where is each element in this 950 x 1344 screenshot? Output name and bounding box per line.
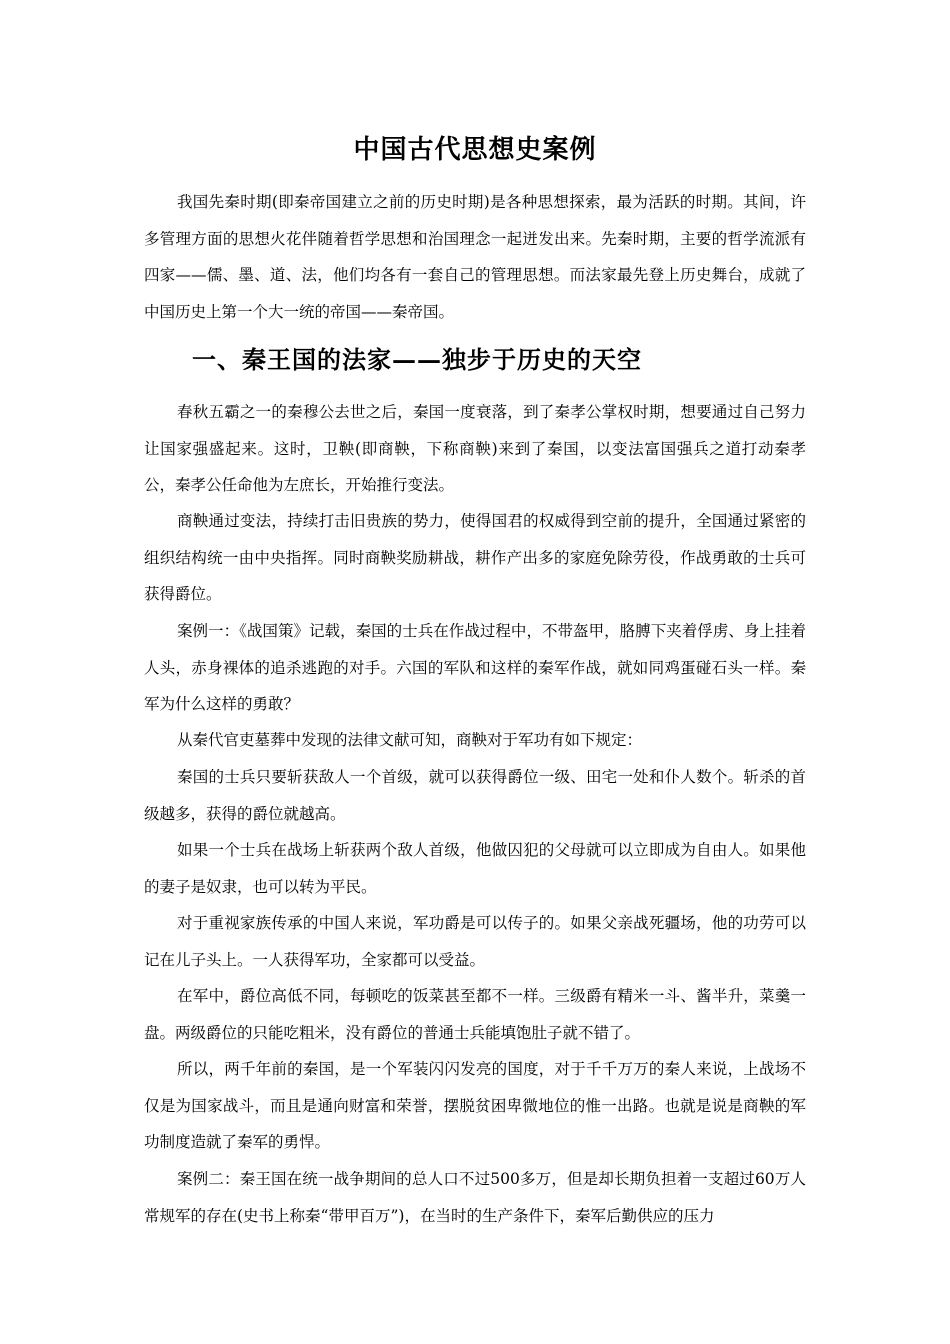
- body-paragraph: 案例二：秦王国在统一战争期间的总人口不过500多万，但是却长期负担着一支超过60万人常规军的存在(史书上称秦“带甲百万”)，在当时的生产条件下，秦军后勤供应的压力: [144, 1170, 806, 1225]
- body-paragraph: 案例一：《战国策》记载，秦国的士兵在作战过程中，不带盔甲，胳膊下夹着俘虏、身上挂着人头，赤身裸体的追杀逃跑的对手。六国的军队和这样的秦军作战，就如同鸡蛋碰石头一样。秦军为什么这样的勇敢？: [144, 622, 806, 714]
- body-paragraph: 所以，两千年前的秦国，是一个军装闪闪发亮的国度，对于千千万万的秦人来说，上战场不仅是为国家战斗，而且是通向财富和荣誉，摆脱贫困卑微地位的惟一出路。也就是说是商鞅的军功制度造就了秦军的勇悍。: [144, 1060, 806, 1152]
- body-paragraph: 如果一个士兵在战场上斩获两个敌人首级，他做囚犯的父母就可以立即成为自由人。如果他的妻子是奴隶，也可以转为平民。: [144, 841, 806, 896]
- body-paragraph: 秦国的士兵只要斩获敌人一个首级，就可以获得爵位一级、田宅一处和仆人数个。斩杀的首级越多，获得的爵位就越高。: [144, 768, 806, 823]
- body-paragraph: 商鞅通过变法，持续打击旧贵族的势力，使得国君的权威得到空前的提升，全国通过紧密的组织结构统一由中央指挥。同时商鞅奖励耕战，耕作产出多的家庭免除劳役，作战勇敢的士兵可获得爵位。: [144, 512, 806, 604]
- body-paragraph: 春秋五霸之一的秦穆公去世之后，秦国一度衰落，到了秦孝公掌权时期，想要通过自己努力让国家强盛起来。这时，卫鞅(即商鞅，下称商鞅)来到了秦国，以变法富国强兵之道打动秦孝公，秦孝公任命他为左庶长，开始推行变法。: [144, 403, 806, 495]
- document-title: 中国古代思想史案例: [353, 135, 597, 165]
- body-paragraph: 在军中，爵位高低不同，每顿吃的饭菜甚至都不一样。三级爵有精米一斗、酱半升，菜羹一盘。两级爵位的只能吃粗米，没有爵位的普通士兵能填饱肚子就不错了。: [144, 987, 806, 1042]
- body-paragraph: 从秦代官吏墓葬中发现的法律文献可知，商鞅对于军功有如下规定：: [177, 731, 643, 749]
- body-paragraph: 对于重视家族传承的中国人来说，军功爵是可以传子的。如果父亲战死疆场，他的功劳可以记在儿子头上。一人获得军功，全家都可以受益。: [144, 914, 806, 969]
- section-heading: 一、秦王国的法家——独步于历史的天空: [192, 345, 642, 374]
- intro-paragraph: 我国先秦时期(即秦帝国建立之前的历史时期)是各种思想探索，最为活跃的时期。其间，许多管理方面的思想火花伴随着哲学思想和治国理念一起迸发出来。先秦时期，主要的哲学流派有四家——儒、墨、道、法，他们均各有一套自己的管理思想。而法家最先登上历史舞台，成就了中国历史上第一个大一统的帝国——秦帝国。: [144, 193, 806, 321]
